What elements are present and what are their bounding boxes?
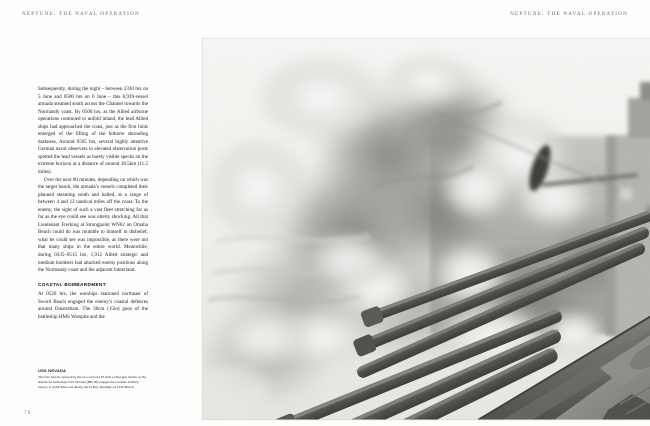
caption-title: USS NEVADA — [38, 368, 67, 373]
running-head-left: NEPTUNE: THE NAVAL OPERATION — [22, 11, 140, 17]
body-paragraph-3: At 0520 hrs, the warships stationed northeast of Sword Beach engaged the enemy’s coastal defences around Ouistreham. The 38cm (15in) guns of the battleship HMS Warspite and the — [38, 291, 148, 320]
body-paragraph-2: Over the next 80 minutes, depending on which was the target beach, the armada’s vessels completed their planned steaming south and halted, at a range of between 4 and 12 nautical miles off the coast. To the enemy, the sight of such a vast fleet stretching for as far as the eye could see was utterly shocking. All that Lieutenant Frerking at Strongpoint WN62 on Omaha Beach could do was mumble to himself in disbelief, what he could see was impossible, as there were not that many ships in the entire world. Meanwhile, during 0335–0515 hrs, 1,912 Allied strategic and medium bombers had attacked enemy positions along the Normandy coast and the adjacent hinterland. — [38, 176, 148, 274]
running-head-right: NEPTUNE: THE NAVAL OPERATION — [510, 11, 628, 17]
body-paragraph-1: Subsequently, during the night – between 2330 hrs on 5 June and 0500 hrs on 6 June – this 6,939-vessel armada steamed south across the Channel towards the Normandy coast. By 0500 hrs, as the Allied airborne operations continued to unfold inland, the lead Allied ships had approached the coast, just as the first hints emerged of the lifting of the hitherto shrouding darkness. Around 0505 hrs, several highly attentive German naval observers in elevated observation posts spotted the lead vessels as barely visible specks on the extreme horizon at a distance of around 18.5km (11.5 miles). — [38, 86, 148, 176]
photo-caption-block — [38, 369, 148, 390]
page-number-left: 78 — [24, 410, 32, 416]
caption-text: The five barrels sported by the two forward 35.6cm (14in) gun turrets of the American battleship USS Nevada (BB-36) engage the German artillery battery at Saint-Marcouf during the D-Day landings on Utah Beach. — [38, 375, 146, 390]
photograph-uss-nevada-firing — [202, 38, 650, 420]
photograph-artwork — [202, 38, 650, 420]
body-text-column — [38, 86, 148, 321]
section-heading-coastal-bombardment: COASTAL BOMBARDMENT — [38, 281, 106, 287]
